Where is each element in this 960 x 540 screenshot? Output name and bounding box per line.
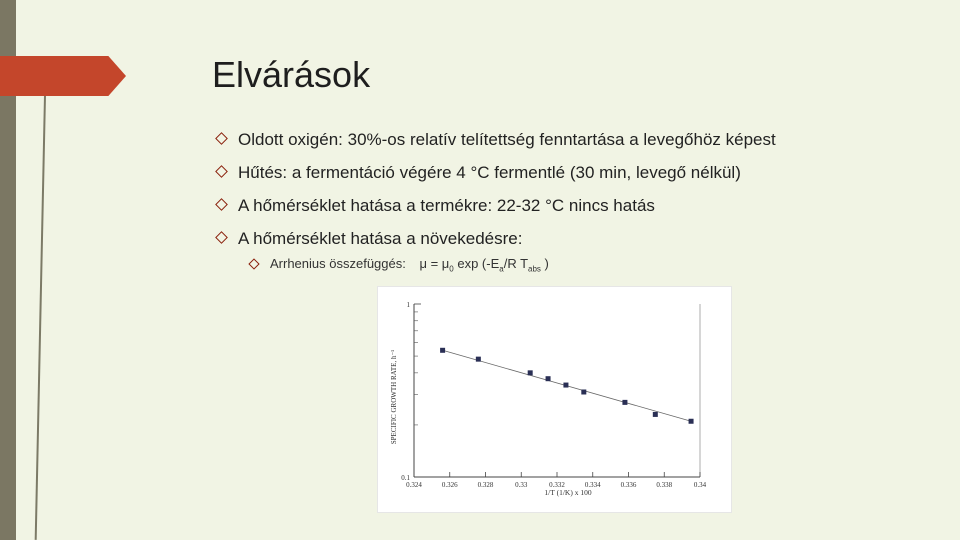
diamond-bullet-icon — [215, 132, 228, 145]
x-tick-label: 0.34 — [693, 481, 707, 489]
data-point — [546, 376, 551, 381]
arrhenius-formula: $\mu = \mu_0$ $\exp (-E_a/R$ $T_{abs}$ ) — [419, 256, 549, 274]
x-tick-label: 0.334 — [584, 481, 601, 489]
bullet-text: Oldott oxigén: 30%-os relatív telítettség fenntartása a levegőhöz képest — [238, 130, 776, 149]
data-point — [653, 412, 658, 417]
diamond-bullet-icon — [215, 231, 228, 244]
data-point — [528, 370, 533, 375]
bullet-text: A hőmérséklet hatása a termékre: 22-32 °C nincs hatás — [238, 196, 655, 215]
sub-bullet-label: Arrhenius összefüggés: — [270, 256, 406, 271]
bullet-text: A hőmérséklet hatása a növekedésre: — [238, 229, 523, 248]
y-axis-label: SPECIFIC GROWTH RATE, h⁻¹ — [390, 349, 398, 445]
data-point — [689, 419, 694, 424]
arrhenius-chart — [378, 287, 731, 512]
diamond-bullet-icon — [215, 165, 228, 178]
bullet-item — [214, 194, 776, 227]
diamond-bullet-icon — [215, 198, 228, 211]
x-tick-label: 0.328 — [477, 481, 494, 489]
x-tick-label: 0.326 — [441, 481, 458, 489]
x-tick-label: 0.338 — [656, 481, 673, 489]
x-tick-label: 0.33 — [515, 481, 528, 489]
y-tick-label: 0.1 — [401, 474, 410, 482]
bullet-item — [214, 128, 776, 161]
data-point — [622, 400, 627, 405]
data-point — [440, 348, 445, 353]
slide-title: Elvárások — [212, 54, 371, 95]
diamond-bullet-icon — [248, 258, 259, 269]
decor-vertical-line — [35, 95, 46, 540]
x-tick-label: 0.324 — [406, 481, 422, 489]
data-point — [476, 357, 481, 362]
bullet-text: Hűtés: a fermentáció végére 4 °C fermentlé (30 min, levegő nélkül) — [238, 163, 741, 182]
bullet-item — [214, 161, 776, 194]
sub-bullet-arrhenius — [248, 256, 549, 274]
x-axis-label: 1/T (1/K) x 100 — [544, 488, 592, 497]
x-tick-label: 0.336 — [620, 481, 637, 489]
bullet-list — [214, 128, 776, 260]
data-point — [581, 389, 586, 394]
x-tick-label: 0.332 — [549, 481, 565, 489]
data-point — [563, 383, 568, 388]
y-tick-label: 1 — [406, 301, 410, 309]
title-accent-arrow — [0, 56, 126, 96]
arrhenius-chart-image — [378, 287, 731, 512]
